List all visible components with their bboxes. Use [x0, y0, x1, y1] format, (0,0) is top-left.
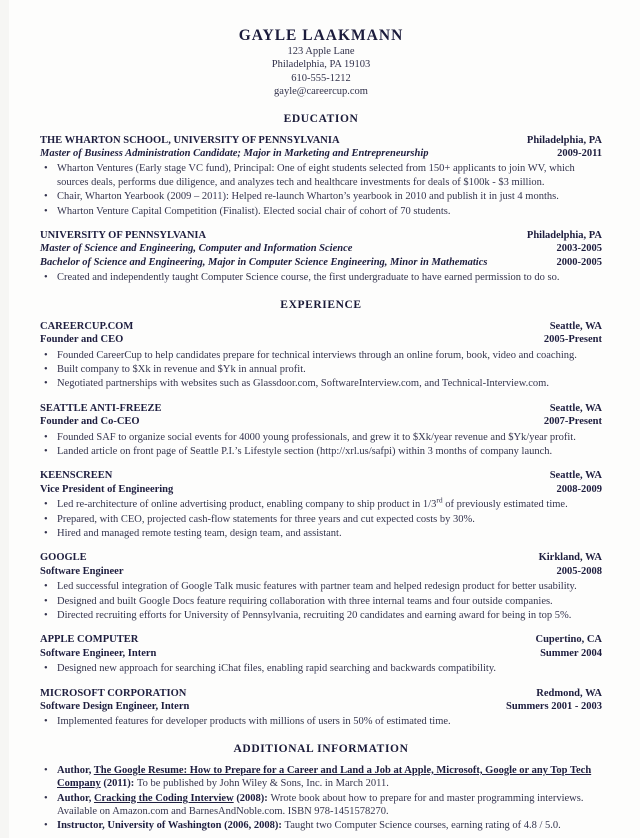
job-bullet-list: [40, 495, 602, 540]
job-role: Founder and Co-CEO: [40, 416, 140, 428]
degree-title: Master of Business Administration Candidate; Major in Marketing and Entrepreneurship: [40, 148, 429, 160]
section-heading-education: EDUCATION: [283, 112, 359, 125]
job-role: Software Engineer, Intern: [40, 647, 157, 659]
company-name: KEENSCREEN: [40, 470, 113, 482]
book-title: The Google Resume: How to Prepare for a Career and Land a Job at Apple, Microsoft, Google or any Top Tech Company: [57, 764, 592, 790]
job-location: Redmond, WA: [536, 687, 602, 699]
contact-address-line1: 123 Apple Lane: [287, 46, 355, 57]
job-dates: Summers 2001 - 2003: [506, 701, 602, 713]
bullet-text-segment: Led re-architecture of online advertising product, enabling company to ship product in 1/3: [57, 499, 437, 511]
bullet-item: • Created and independently taught Computer Science course, the first undergraduate to have earned permission to do so.: [40, 271, 602, 284]
bullet-item: • Directed recruiting efforts for University of Pennsylvania, recruiting 20 candidates and earning award for being in top 5%.: [40, 609, 602, 622]
bullet-item: • Prepared, with CEO, projected cash-flow statements for three years and cut expected costs by 30%.: [40, 513, 602, 526]
job-dates: 2005-Present: [543, 334, 602, 346]
contact-phone: 610-555-1212: [291, 72, 351, 84]
company-name: APPLE COMPUTER: [40, 634, 139, 646]
bullet-item: • Hired and managed remote testing team, design team, and assistant.: [40, 527, 602, 540]
school-bullet-list: [40, 271, 602, 284]
bullet-item: • Founded CareerCup to help candidates prepare for technical interviews through an online forum, book, video and coaching.: [40, 349, 602, 362]
additional-info-list: [40, 764, 602, 833]
additional-item: [40, 764, 602, 791]
job-location: Seattle, WA: [549, 320, 602, 332]
additional-item: [40, 792, 602, 819]
job-location: Seattle, WA: [549, 470, 602, 482]
job-role: Software Engineer: [40, 565, 124, 577]
bullet-item: • Wharton Venture Capital Competition (Finalist). Elected social chair of cohort of 70 students.: [40, 205, 602, 218]
additional-item-text: Wrote book about how to prepare for and master programming interviews. Available on Amazon.com and BarnesAndNoble.com. ISBN 978-1451578270.: [57, 792, 584, 818]
company-name: MICROSOFT CORPORATION: [40, 687, 187, 699]
job-role: Vice President of Engineering: [40, 483, 174, 495]
job-dates: Summer 2004: [540, 647, 602, 659]
contact-email: gayle@careercup.com: [274, 86, 368, 98]
job-block-microsoft: [40, 687, 602, 729]
contact-header: [40, 26, 602, 99]
job-location: Kirkland, WA: [538, 552, 602, 564]
bullet-item: • Founded SAF to organize social events for 4000 young professionals, and grew it to $Xk/year revenue and $Yk/year profit.: [40, 431, 602, 444]
additional-item-prefix: Author,: [57, 764, 94, 776]
company-name: GOOGLE: [40, 552, 87, 564]
bullet-item: • Landed article on front page of Seattle P.I.’s Lifestyle section (http://xrl.us/safpi) within 3 months of company launch.: [40, 445, 602, 458]
bullet-item: • Implemented features for developer products with millions of users in 50% of estimated time.: [40, 715, 602, 728]
job-role: Software Design Engineer, Intern: [40, 701, 190, 713]
bullet-item: • Wharton Ventures (Early stage VC fund), Principal: One of eight students selected from 150+ applicants to join WV, which sources deals, performs due diligence, and analyzes tech and healthcare investments for deals of $100k - $3 million.: [40, 162, 602, 189]
degree-dates: 2000-2005: [556, 256, 602, 268]
job-block-keenscreen: [40, 469, 602, 540]
job-bullet-list: [40, 580, 602, 622]
bullet-item: • Chair, Wharton Yearbook (2009 – 2011): Helped re-launch Wharton’s yearbook in 2010 and publish it in just 4 months.: [40, 190, 602, 203]
company-name: SEATTLE ANTI-FREEZE: [40, 402, 162, 414]
job-location: Cupertino, CA: [535, 634, 602, 646]
bullet-superscript: rd: [436, 495, 443, 505]
bullet-item: • Designed new approach for searching iChat files, enabling rapid searching and backwards compatibility.: [40, 662, 602, 675]
additional-item-year: (2011):: [100, 778, 137, 790]
company-name: CAREERCUP.COM: [40, 320, 134, 332]
bullet-item: • Negotiated partnerships with websites such as Glassdoor.com, SoftwareInterview.com, and Technical-Interview.com.: [40, 377, 602, 390]
additional-item-text: Taught two Computer Science courses, earning rating of 4.8 / 5.0.: [284, 820, 561, 832]
job-block-seattle-anti-freeze: [40, 402, 602, 459]
section-heading-additional-information: ADDITIONAL INFORMATION: [233, 742, 409, 755]
job-location: Seattle, WA: [549, 402, 602, 414]
job-block-apple: [40, 633, 602, 675]
school-block-wharton: [40, 134, 602, 218]
additional-item-prefix: Instructor, University of Washington (2006, 2008):: [57, 820, 285, 832]
bullet-text-segment: of previously estimated time.: [442, 499, 568, 511]
job-block-google: [40, 551, 602, 622]
degree-dates: 2003-2005: [556, 243, 602, 255]
degree-title: Master of Science and Engineering, Computer and Information Science: [40, 243, 353, 255]
bullet-item: • Built company to $Xk in revenue and $Yk in annual profit.: [40, 363, 602, 376]
job-block-careercup: [40, 320, 602, 391]
bullet-item: • Designed and built Google Docs feature requiring collaboration with three internal teams and four outside companies.: [40, 595, 602, 608]
contact-address-line2: Philadelphia, PA 19103: [271, 59, 371, 71]
school-name: THE WHARTON SCHOOL, UNIVERSITY OF PENNSYLVANIA: [40, 134, 340, 146]
section-heading-experience: EXPERIENCE: [280, 298, 362, 311]
degree-title: Bachelor of Science and Engineering, Major in Computer Science Engineering, Minor in Mathematics: [40, 256, 488, 268]
job-dates: 2008-2009: [556, 483, 602, 495]
school-block-upenn: [40, 229, 602, 285]
job-bullet-list: [40, 431, 602, 459]
job-bullet-list: [40, 662, 602, 675]
job-dates: 2007-Present: [543, 416, 602, 428]
job-dates: 2005-2008: [556, 565, 602, 577]
contact-name: GAYLE LAAKMANN: [238, 27, 404, 44]
additional-item: [40, 819, 602, 832]
school-location: Philadelphia, PA: [526, 134, 602, 146]
bullet-item: • Led successful integration of Google Talk music features with partner team and helped redesign product for better usability.: [40, 580, 602, 593]
additional-item-text: To be published by John Wiley & Sons, Inc. in March 2011.: [136, 778, 389, 790]
additional-item-year: (2008):: [233, 792, 271, 804]
book-title: Cracking the Coding Interview: [93, 792, 234, 804]
school-bullet-list: [40, 162, 602, 218]
job-role: Founder and CEO: [40, 334, 124, 346]
additional-item-prefix: Author,: [57, 792, 94, 804]
school-location: Philadelphia, PA: [526, 230, 602, 242]
job-bullet-list: [40, 715, 602, 728]
degree-dates: 2009-2011: [557, 148, 602, 160]
school-name: UNIVERSITY OF PENNSYLVANIA: [40, 230, 207, 242]
job-bullet-list: [40, 349, 602, 391]
bullet-item: [40, 495, 602, 511]
